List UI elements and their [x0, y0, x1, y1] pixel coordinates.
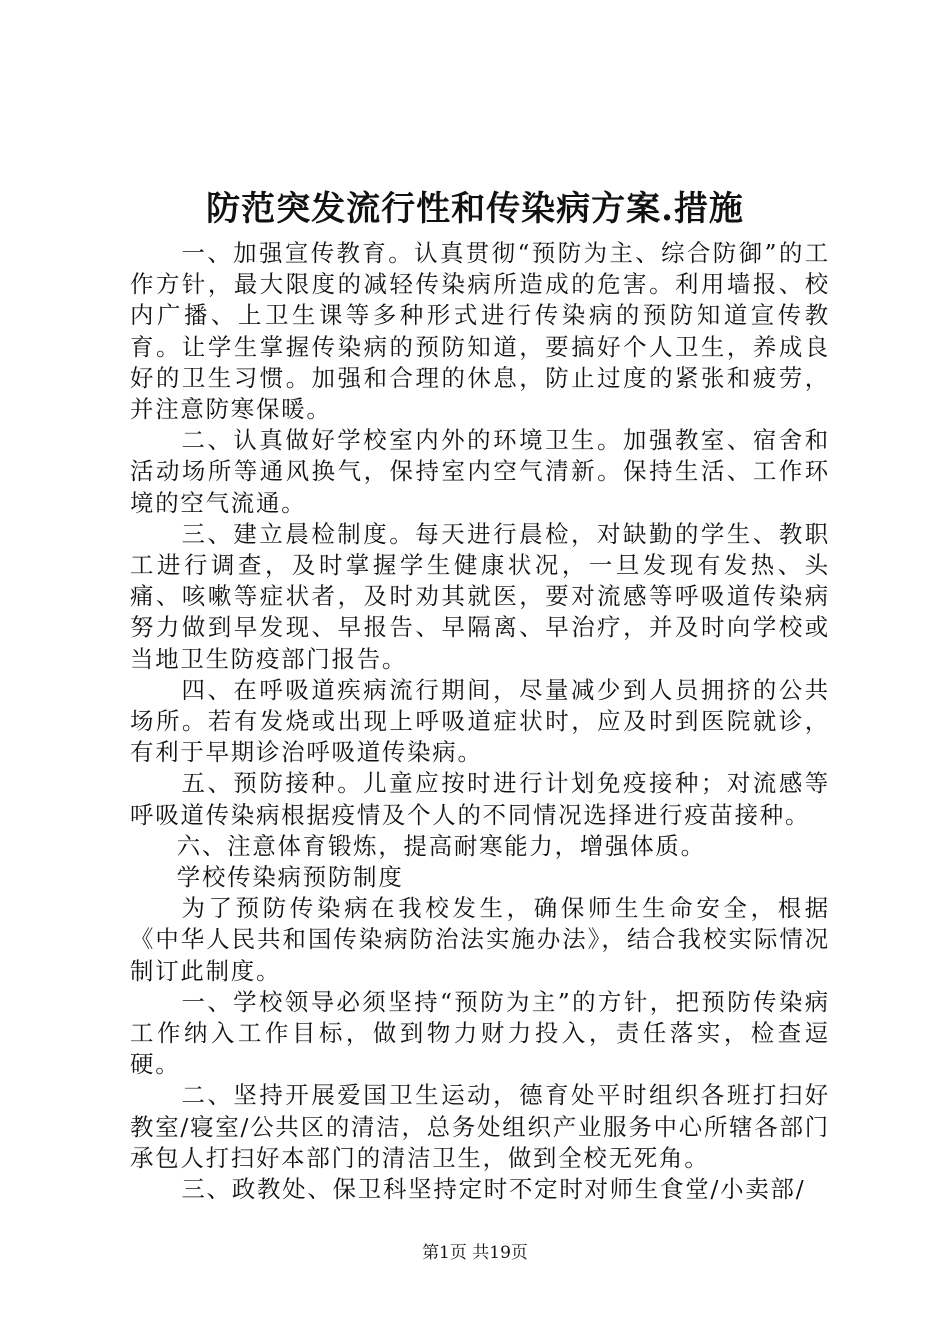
paragraph-rule-1: 一、学校领导必须坚持“预防为主”的方针，把预防传染病工作纳入工作目标，做到物力财力投入，责任落实，检查逗硬。: [130, 987, 830, 1079]
document-body: [130, 238, 830, 1205]
section-heading: 学校传染病预防制度: [176, 863, 404, 892]
paragraph-intro: 为了预防传染病在我校发生，确保师生生命安全，根据《中华人民共和国传染病防治法实施办法》，结合我校实际情况制订此制度。: [130, 894, 830, 985]
paragraph-3: 三、建立晨检制度。每天进行晨检，对缺勤的学生、教职工进行调查，及时掌握学生健康状况，一旦发现有发热、头痛、咳嗽等症状者，及时劝其就医，要对流感等呼吸道传染病努力做到早发现、早报告、早隔离、早治疗，并及时向学校或当地卫生防疫部门报告。: [130, 519, 830, 673]
page-number-footer: 第1页 共19页: [422, 1243, 528, 1263]
document-title: 防范突发流行性和传染病方案.措施: [206, 189, 744, 229]
paragraph-rule-3: 三、政教处、保卫科坚持定时不定时对师生食堂/小卖部/: [181, 1175, 806, 1204]
paragraph-5: 五、预防接种。儿童应按时进行计划免疫接种；对流感等呼吸道传染病根据疫情及个人的不同情况选择进行疫苗接种。: [130, 769, 830, 829]
paragraph-2: 二、认真做好学校室内外的环境卫生。加强教室、宿舍和活动场所等通风换气，保持室内空气清新。保持生活、工作环境的空气流通。: [130, 426, 830, 517]
paragraph-1: 一、加强宣传教育。认真贯彻“预防为主、综合防御”的工作方针，最大限度的减轻传染病所造成的危害。利用墙报、校内广播、上卫生课等多种形式进行传染病的预防知道宣传教育。让学生掌握传染病的预防知道，要搞好个人卫生，养成良好的卫生习惯。加强和合理的休息，防止过度的紧张和疲劳，并注意防寒保暖。: [130, 239, 830, 424]
paragraph-4: 四、在呼吸道疾病流行期间，尽量减少到人员拥挤的公共场所。若有发烧或出现上呼吸道症状时，应及时到医院就诊，有利于早期诊治呼吸道传染病。: [130, 675, 830, 767]
paragraph-rule-2: 二、坚持开展爱国卫生运动，德育处平时组织各班打扫好教室/寝室/公共区的清洁，总务处组织产业服务中心所辖各部门承包人打扫好本部门的清洁卫生，做到全校无死角。: [130, 1081, 830, 1172]
paragraph-6: 六、注意体育锻炼，提高耐寒能力，增强体质。: [176, 831, 706, 860]
